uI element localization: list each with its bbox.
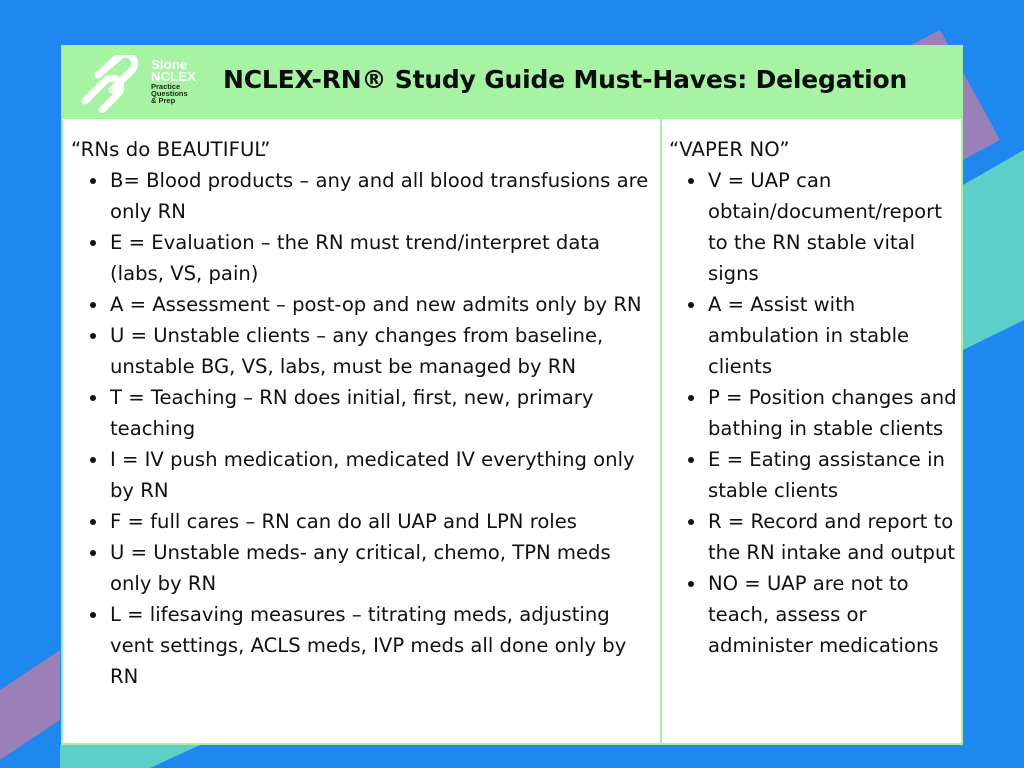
list-item: A = Assessment – post-op and new admits only by RN [110, 289, 653, 320]
page-title: NCLEX-RN® Study Guide Must-Haves: Delegation [223, 65, 908, 94]
list-item: B= Blood products – any and all blood transfusions are only RN [110, 165, 653, 227]
logo-sub-line1: Practice [151, 82, 181, 91]
list-item: T = Teaching – RN does initial, first, new, primary teaching [110, 382, 653, 444]
list-item: E = Evaluation – the RN must trend/interpret data (labs, VS, pain) [110, 227, 653, 289]
logo-brand-line1: Slone [151, 57, 188, 72]
right-list [669, 165, 961, 661]
logo [75, 55, 215, 113]
left-column [71, 134, 653, 692]
right-column [669, 134, 961, 661]
list-item: U = Unstable meds- any critical, chemo, TPN meds only by RN [110, 537, 653, 599]
column-divider [660, 119, 662, 743]
list-item: U = Unstable clients – any changes from baseline, unstable BG, VS, labs, must be managed by RN [110, 320, 653, 382]
list-item: L = lifesaving measures – titrating meds, adjusting vent settings, ACLS meds, IVP meds all done only by RN [110, 599, 653, 692]
right-column-heading: “VAPER NO” [669, 138, 790, 161]
logo-sub-line3: & Prep [151, 96, 176, 105]
left-column-heading: “RNs do BEAUTIFUL” [71, 138, 271, 161]
list-item: R = Record and report to the RN intake and output [708, 506, 961, 568]
logo-sub-line2: Questions [151, 89, 188, 98]
list-item: A = Assist with ambulation in stable clients [708, 289, 961, 382]
list-item: V = UAP can obtain/document/report to the RN stable vital signs [708, 165, 961, 289]
header-banner [63, 47, 961, 119]
list-item: I = IV push medication, medicated IV everything only by RN [110, 444, 653, 506]
paperclip-link-icon [75, 55, 149, 113]
list-item: E = Eating assistance in stable clients [708, 444, 961, 506]
logo-brand-line2: NCLEX [151, 69, 197, 84]
list-item: NO = UAP are not to teach, assess or administer medications [708, 568, 961, 661]
list-item: F = full cares – RN can do all UAP and LPN roles [110, 506, 653, 537]
left-list [71, 165, 653, 692]
list-item: P = Position changes and bathing in stable clients [708, 382, 961, 444]
logo-text [151, 59, 196, 104]
content-card [61, 45, 963, 745]
